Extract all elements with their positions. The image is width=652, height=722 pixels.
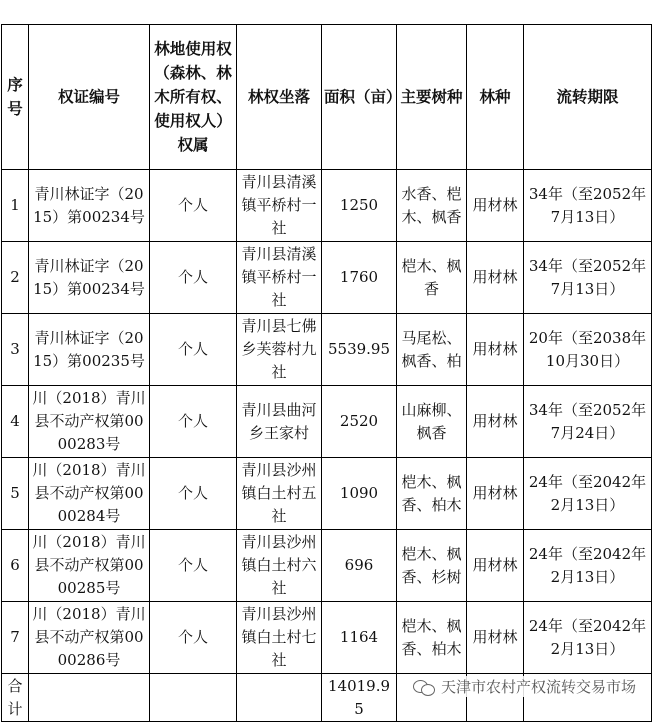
cell-seq: 3 — [2, 314, 29, 386]
cell-period: 34年（至2052年7月13日） — [524, 170, 652, 242]
cell-forest-type: 用材林 — [467, 314, 524, 386]
cell-seq: 4 — [2, 386, 29, 458]
cell-seq: 5 — [2, 458, 29, 530]
cell-ownership: 个人 — [150, 170, 237, 242]
cell-area: 696 — [322, 530, 397, 602]
cell-period: 20年（至2038年10月30日） — [524, 314, 652, 386]
cell-area: 1250 — [322, 170, 397, 242]
cell-forest-type: 用材林 — [467, 386, 524, 458]
cell-period: 24年（至2042年2月13日） — [524, 458, 652, 530]
cell-species: 桤木、枫香 — [397, 242, 467, 314]
cell-ownership: 个人 — [150, 242, 237, 314]
cell-location: 青川县沙州镇白土村七社 — [237, 602, 322, 674]
watermark — [411, 676, 638, 697]
table-row — [2, 386, 652, 458]
cell-species: 山麻柳、枫香 — [397, 386, 467, 458]
cell-seq: 6 — [2, 530, 29, 602]
cell-location: 青川县清溪镇平桥村一社 — [237, 170, 322, 242]
table-row — [2, 242, 652, 314]
header-ownership: 林地使用权（森林、林木所有权、使用权人）权属 — [150, 25, 237, 170]
cell-cert-no: 川（2018）青川县不动产权第0000284号 — [29, 458, 150, 530]
cell-location: 青川县七佛乡芙蓉村九社 — [237, 314, 322, 386]
total-empty-ownership — [150, 674, 237, 722]
cell-seq: 7 — [2, 602, 29, 674]
cell-cert-no: 青川林证字（2015）第00235号 — [29, 314, 150, 386]
cell-cert-no: 川（2018）青川县不动产权第0000286号 — [29, 602, 150, 674]
cell-area: 5539.95 — [322, 314, 397, 386]
cell-location: 青川县沙州镇白土村六社 — [237, 530, 322, 602]
cell-species: 马尾松、枫香、柏 — [397, 314, 467, 386]
cell-ownership: 个人 — [150, 458, 237, 530]
cell-forest-type: 用材林 — [467, 242, 524, 314]
wechat-icon — [413, 679, 435, 695]
cell-species: 桤木、枫香、柏木 — [397, 602, 467, 674]
table-row — [2, 170, 652, 242]
cell-seq: 2 — [2, 242, 29, 314]
cell-location: 青川县曲河乡王家村 — [237, 386, 322, 458]
cell-ownership: 个人 — [150, 386, 237, 458]
header-species: 主要树种 — [397, 25, 467, 170]
total-empty-location — [237, 674, 322, 722]
cell-ownership: 个人 — [150, 314, 237, 386]
cell-forest-type: 用材林 — [467, 602, 524, 674]
header-row — [2, 25, 652, 170]
cell-forest-type: 用材林 — [467, 530, 524, 602]
cell-location: 青川县清溪镇平桥村一社 — [237, 242, 322, 314]
top-margin — [0, 0, 652, 22]
cell-forest-type: 用材林 — [467, 458, 524, 530]
total-label: 合计 — [2, 674, 29, 722]
cell-area: 1090 — [322, 458, 397, 530]
cell-forest-type: 用材林 — [467, 170, 524, 242]
header-cert-no: 权证编号 — [29, 25, 150, 170]
cell-period: 24年（至2042年2月13日） — [524, 530, 652, 602]
cell-seq: 1 — [2, 170, 29, 242]
cell-period: 24年（至2042年2月13日） — [524, 602, 652, 674]
cell-period: 34年（至2052年7月24日） — [524, 386, 652, 458]
cell-species: 桤木、枫香、柏木 — [397, 458, 467, 530]
cell-location: 青川县沙州镇白土村五社 — [237, 458, 322, 530]
table-row — [2, 602, 652, 674]
total-area: 14019.95 — [322, 674, 397, 722]
cell-species: 水香、桤木、枫香 — [397, 170, 467, 242]
cell-cert-no: 川（2018）青川县不动产权第0000285号 — [29, 530, 150, 602]
table-row — [2, 314, 652, 386]
header-period: 流转期限 — [524, 25, 652, 170]
total-empty-cert — [29, 674, 150, 722]
cell-ownership: 个人 — [150, 602, 237, 674]
table-row — [2, 458, 652, 530]
cell-ownership: 个人 — [150, 530, 237, 602]
cell-area: 1760 — [322, 242, 397, 314]
header-area: 面积（亩） — [322, 25, 397, 170]
cell-cert-no: 青川林证字（2015）第00234号 — [29, 170, 150, 242]
cell-area: 1164 — [322, 602, 397, 674]
header-location: 林权坐落 — [237, 25, 322, 170]
cell-species: 桤木、枫香、杉树 — [397, 530, 467, 602]
watermark-text: 天津市农村产权流转交易市场 — [440, 678, 636, 696]
cell-cert-no: 川（2018）青川县不动产权第0000283号 — [29, 386, 150, 458]
header-seq: 序号 — [2, 25, 29, 170]
cell-area: 2520 — [322, 386, 397, 458]
cell-period: 34年（至2052年7月13日） — [524, 242, 652, 314]
table-row — [2, 530, 652, 602]
forest-rights-table — [1, 24, 652, 722]
header-forest-type: 林种 — [467, 25, 524, 170]
cell-cert-no: 青川林证字（2015）第00234号 — [29, 242, 150, 314]
